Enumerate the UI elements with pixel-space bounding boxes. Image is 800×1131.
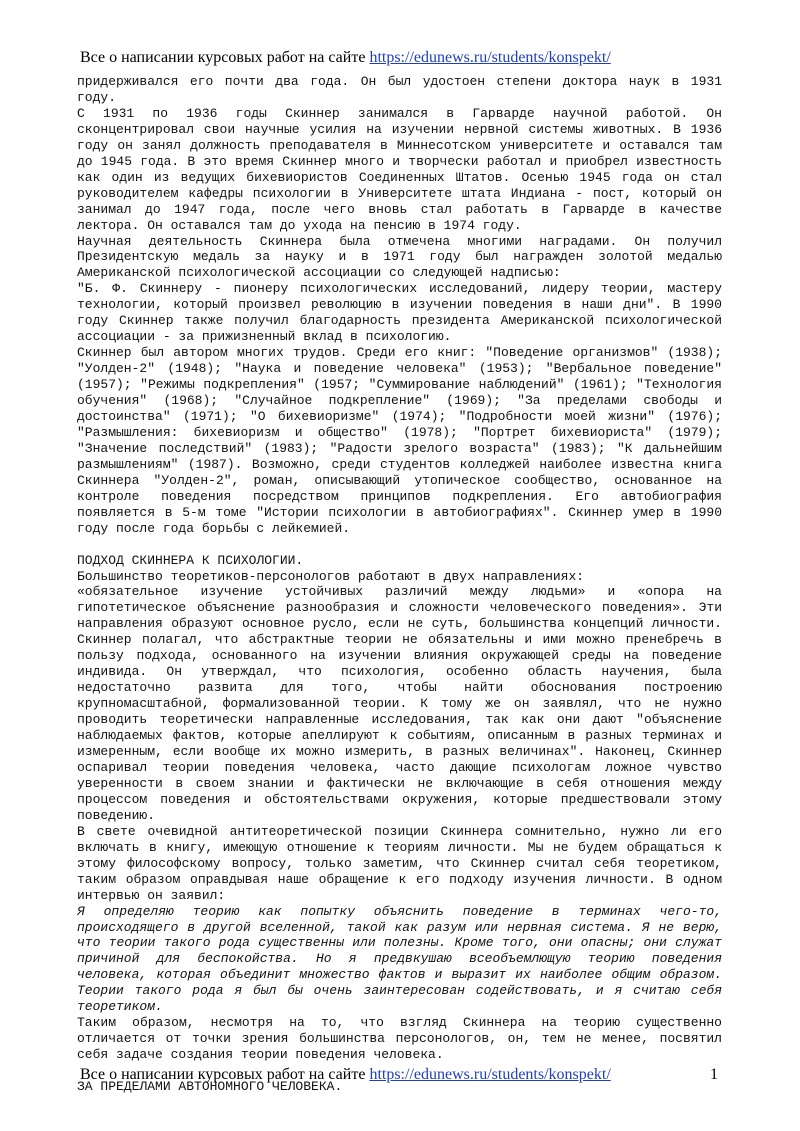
footer-text: Все о написании курсовых работ на сайте xyxy=(80,1066,370,1083)
paragraph-9: Таким образом, несмотря на то, что взгляд Скиннера на теорию существенно отличается от точки зрения большинства персонологов, он, тем не менее, посвятил себя задаче создания теории поведения человека. xyxy=(77,1015,722,1063)
page-header xyxy=(80,48,611,68)
header-link[interactable]: https://edunews.ru/students/konspekt/ xyxy=(369,49,611,66)
document-body xyxy=(77,74,722,1095)
paragraph-5: Скиннер был автором многих трудов. Среди его книг: "Поведение организмов" (1938); "Уолден-2" (1948); "Наука и поведение человека" (1953); "Вербальное поведение" (1957); "Режимы подкрепления" (1957; "Суммирование наблюдений" (1961); "Технология обучения" (1968); "Случайное подкрепление" (1969); "За пределами свободы и достоинства" (1971); "О бихевиоризме" (1974); "Подробности моей жизни" (1976); "Размышления: бихевиоризм и общество" (1978); "Портрет бихевиориста" (1979); "Значение последствий" (1983); "Радости зрелого возраста" (1983); "К дальнейшим размышлениям" (1987). Возможно, среди студентов колледжей наиболее известна книга Скиннера "Уолден-2", роман, описывающий утопическое сообщество, основанное на контроле поведения посредством принципов подкрепления. Его автобиография появляется в 5-м томе "Истории психологии в автобиографиях". Скиннер умер в 1990 году после года борьбы с лейкемией. xyxy=(77,345,722,536)
header-text: Все о написании курсовых работ на сайте xyxy=(80,49,370,66)
paragraph-3: Научная деятельность Скиннера была отмечена многими наградами. Он получил Президентскую медаль за науку и в 1971 году был награжден золотой медалью Американской психологической ассоциации со следующей надписью: xyxy=(77,233,722,281)
blank-line xyxy=(77,537,722,553)
page-footer xyxy=(80,1065,611,1085)
paragraph-4: "Б. Ф. Скиннеру - пионеру психологических исследований, лидеру теории, мастеру технологии, который произвел революцию в изучении поведения в наши дни". В 1990 году Скиннер также получил благодарность президента Американской психологической ассоциации - за прижизненный вклад в психологию. xyxy=(77,281,722,345)
paragraph-6: Большинство теоретиков-персонологов работают в двух направлениях: xyxy=(77,568,585,584)
skinner-quote: Я определяю теорию как попытку объяснить поведение в терминах чего-то, происходящего в другой вселенной, такой как разум или нервная система. Я не верю, что теории такого рода существенны или полезны. Кроме того, они опасны; они служат причиной для беспокойства. Но я предвкушаю всеобъемлющую теорию поведения человека, которая объединит множество фактов и выразит их наиболее общим образом. Теории такого рода я был бы очень заинтересован содействовать, и я считаю себя теоретиком. xyxy=(77,903,722,1015)
section-heading-approach: ПОДХОД СКИННЕРА К ПСИХОЛОГИИ. xyxy=(77,552,304,568)
paragraph-1: придерживался его почти два года. Он был удостоен степени доктора наук в 1931 году. xyxy=(77,74,722,105)
footer-link[interactable]: https://edunews.ru/students/konspekt/ xyxy=(369,1066,611,1083)
page-number: 1 xyxy=(710,1066,718,1083)
paragraph-7: «обязательное изучение устойчивых различий между людьми» и «опора на гипотетическое объяснение разнообразия и сложности человеческого поведения». Эти направления образуют основное русло, если не суть, большинства концепций личности. Скиннер полагал, что абстрактные теории не обязательны и ими можно пренебречь в пользу подхода, основанного на изучении влияния окружающей среды на поведение индивида. Он утверждал, что психология, особенно область научения, была недостаточно развита для того, чтобы найти обоснования построению крупномасштабной, формализованной теории. К тому же он заявлял, что не нужно проводить теоретически направленные исследования, так как они дают "объяснение наблюдаемых фактов, которые апеллируют к событиям, описанным в разных терминах и измеренным, если вообще их можно измерить, в разных величинах". Наконец, Скиннер оспаривал теории поведения человека, часто дающие психологам ложное чувство уверенности в своем знании и фактически не включающие в себя отношения между процессом поведения и обстоятельствами окружения, которые предшествовали этому поведению. xyxy=(77,584,722,823)
section-heading-autonomous: ЗА ПРЕДЕЛАМИ АВТОНОМНОГО ЧЕЛОВЕКА. xyxy=(77,1079,343,1095)
paragraph-2: С 1931 по 1936 годы Скиннер занимался в Гарварде научной работой. Он сконцентрировал свои научные усилия на изучении нервной системы животных. В 1936 году он занял должность преподавателя в Миннесотском университете и оставался там до 1945 года. В это время Скиннер много и творчески работал и приобрел известность как один из ведущих бихевиористов Соединенных Штатов. Осенью 1945 года он стал руководителем кафедры психологии в Университете штата Индиана - пост, который он занимал до 1947 года, после чего вновь стал работать в Гарварде в качестве лектора. Он оставался там до ухода на пенсию в 1974 году. xyxy=(77,105,722,233)
paragraph-8: В свете очевидной антитеоретической позиции Скиннера сомнительно, нужно ли его включать в книгу, имеющую отношение к теориям личности. Мы не будем обращаться к этому философскому вопросу, только заметим, что Скиннер считал себя теоретиком, таким образом оправдывая наше обращение к его подходу изучения личности. В одном интервью он заявил: xyxy=(77,823,722,903)
